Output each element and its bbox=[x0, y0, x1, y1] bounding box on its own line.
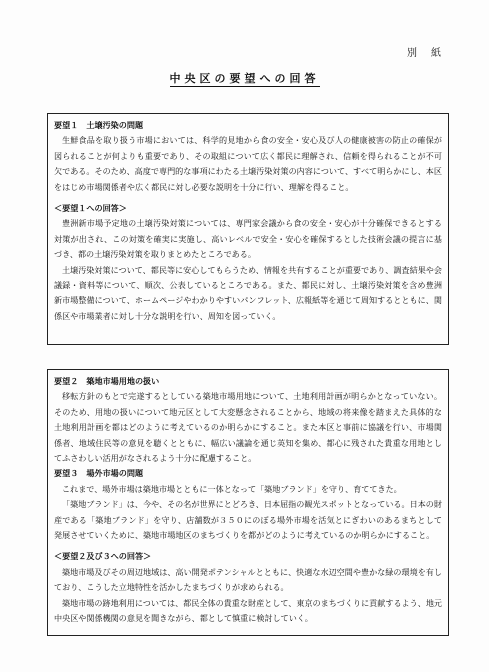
request2-text: 移転方針のもとで完遂するとしている築地市場用地について、土地利用計画が明らかとなっていない。そのため、用地の扱いについて地元区として大変懸念されることから、地域の将来像を踏まえた具体的な土地利用計画を都はどのように考えているのか明らかにすること。また本区と事前に協議を行い、市場関係者、地域住民等の意見を聴くとともに、幅広い議論を通じ英知を集め、都心に残された貴重な用地としてふさわしい活用がなされるよう十分に配慮すること。 bbox=[54, 391, 442, 464]
answer1-heading: ＜要望１への回答＞ bbox=[54, 203, 127, 214]
section2-box bbox=[47, 369, 449, 636]
answer23-text-1: 築地市場及びその周辺地域は、高い開発ポテンシャルとともに、快適な水辺空間や豊かな緑の環境を有しており、こうした立地特性を活かしたまちづくりが求められる。 bbox=[54, 566, 442, 593]
request3-text-2: 「築地ブランド」は、今や、その名が世界にとどろき、日本屈指の観光スポットとなっている。日本の財産である「築地ブランド」を守り、店舗数が３５０にのぼる場外市場を活気とにぎわいのあるまちとして発展させていくために、築地市場地区のまちづくりを都がどのように考えているのか明らかにすること。 bbox=[54, 499, 442, 541]
request2-heading: 要望２ 築地市場用地の扱い bbox=[54, 376, 160, 386]
request3-text-1: これまで、場外市場は築地市場とともに一体となって「築地ブランド」を守り、育ててきた。 bbox=[62, 483, 402, 494]
page-title bbox=[0, 70, 489, 86]
answer1-text-1: 豊洲新市場予定地の土壌汚染対策については、専門家会議から食の安全・安心が十分確保できるとする対策が出され、この対策を確実に実施し、高いレベルで安全・安心を確保するとした技術会議の提言に基づき、都の土壌汚染対策を取りまとめたところである。 bbox=[54, 218, 442, 260]
request1-text: 生鮮食品を取り扱う市場においては、科学的見地から食の安全・安心及び人の健康被害の防止の確保が図られることが何よりも重要であり、その取組について広く都民に理解され、信頼を得られることが不可欠である。そのため、高度で専門的な事項にわたる土壌汚染対策の内容について、すべて明らかにし、本区をはじめ市場関係者や広く都民に対し必要な説明を十分に行い、理解を得ること。 bbox=[54, 135, 442, 192]
section1-box bbox=[47, 113, 449, 345]
request1-heading: 要望１ 土壌汚染の問題 bbox=[54, 120, 144, 130]
page-title-text: 中央区の要望への回答 bbox=[169, 72, 320, 85]
answer23-heading: ＜要望２及び３への回答＞ bbox=[54, 551, 152, 562]
annex-label: 別 紙 bbox=[407, 48, 443, 59]
answer1-text-2: 土壌汚染対策について、都民等に安心してもらうため、情報を共有することが重要であり、調査結果や会議録・資料等について、順次、公表しているところである。また、都民に対し、土壌汚染対策を含め豊洲新市場整備について、ホームページやわかりやすいパンフレット、広報紙等を通じて周知するとともに、関係区や市場業者に対し十分な説明を行い、周知を図っていく。 bbox=[54, 264, 442, 321]
answer23-text-2: 築地市場の跡地利用については、都民全体の貴重な財産として、東京のまちづくりに貢献するよう、地元中央区や関係機関の意見を聞きながら、都として慎重に検討していく。 bbox=[54, 597, 443, 624]
request3-heading: 要望３ 場外市場の問題 bbox=[54, 468, 144, 479]
